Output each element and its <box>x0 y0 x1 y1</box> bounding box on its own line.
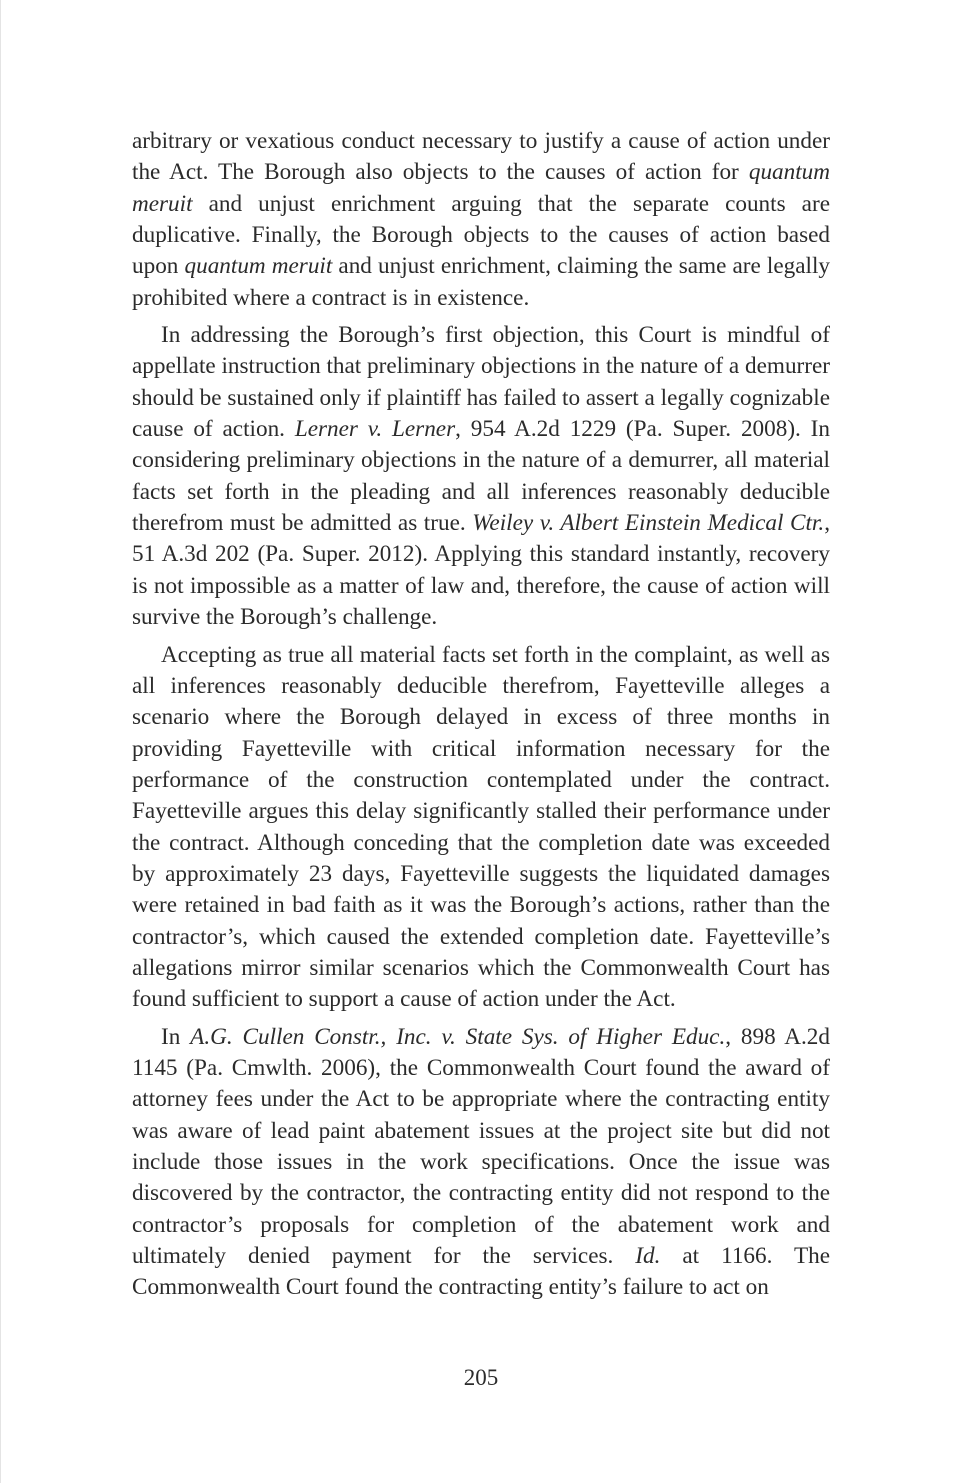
text-segment: and unjust enrichment, claiming the same are legally prohibited where a contract is in existence. <box>132 253 830 311</box>
paragraph-2 <box>132 320 830 633</box>
text-segment: , 954 A.2d 1229 (Pa. Super. 2008). In considering preliminary objections in the nature of a demurrer, all material facts set forth in the pleading and all inferences reasonably deducible therefrom must be admitted as true. <box>132 416 830 537</box>
text-segment: and unjust enrichment arguing that the separate counts are duplicative. Finally, the Borough objects to the causes of action based upon <box>132 190 830 280</box>
page-number: 205 <box>463 1365 499 1390</box>
paragraph-1 <box>132 126 830 314</box>
italic-term: quantum meruit <box>184 253 333 280</box>
text-segment: Accepting as true all material facts set forth in the complaint, as well as all inferences reasonably deducible therefrom, Fayetteville alleges a scenario where the Borough delayed in excess of three months in providing Fayetteville with critical information necessary for the performance of the construction contemplated under the contract. Fayetteville argues this delay significantly stalled their performance under the contract. Although conceding that the completion date was exceeded by approximately 23 days, Fayetteville suggests the liquidated damages were retained in bad faith as it was the Borough’s actions, rather than the contractor’s, which caused the extended completion date. Fayetteville’s allegations mirror similar scenarios which the Commonwealth Court has found sufficient to support a cause of action under the Act. <box>132 641 830 1013</box>
text-segment: arbitrary or vexatious conduct necessary to justify a cause of action under the Act. The Borough also objects to the causes of action for <box>132 128 830 186</box>
case-citation: A.G. Cullen Constr., Inc. v. State Sys. of Higher Educ. <box>190 1023 726 1050</box>
text-segment: , 898 A.2d 1145 (Pa. Cmwlth. 2006), the Commonwealth Court found the award of attorney fees under the Act to be appropriate where the contracting entity was aware of lead paint abatement issues at the project site but did not include those issues in the work specifications. Once the issue was discovered by the contractor, the contracting entity did not respond to the contractor’s proposals for completion of the abatement work and ultimately denied payment for the services. <box>132 1023 830 1270</box>
text-segment: , 51 A.3d 202 (Pa. Super. 2012). Applying this standard instantly, recovery is not impossible as a matter of law and, therefore, the cause of action will survive the Borough’s challenge. <box>132 510 830 631</box>
case-citation: Lerner v. Lerner <box>294 416 456 443</box>
paragraph-4 <box>132 1022 830 1304</box>
citation-id: Id. <box>635 1243 661 1270</box>
case-citation: Weiley v. Albert Einstein Medical Ctr. <box>472 510 825 537</box>
text-segment: In <box>161 1023 191 1050</box>
paragraph-3 <box>132 640 830 1016</box>
text-segment: at 1166. The Commonwealth Court found the contracting entity’s failure to act on <box>132 1243 830 1301</box>
text-segment: In addressing the Borough’s first objection, this Court is mindful of appellate instruction that preliminary objections in the nature of a demurrer should be sustained only if plaintiff has failed to assert a legally cognizable cause of action. <box>132 322 830 443</box>
italic-term: quantum meruit <box>132 159 830 217</box>
body-text <box>132 126 830 1310</box>
